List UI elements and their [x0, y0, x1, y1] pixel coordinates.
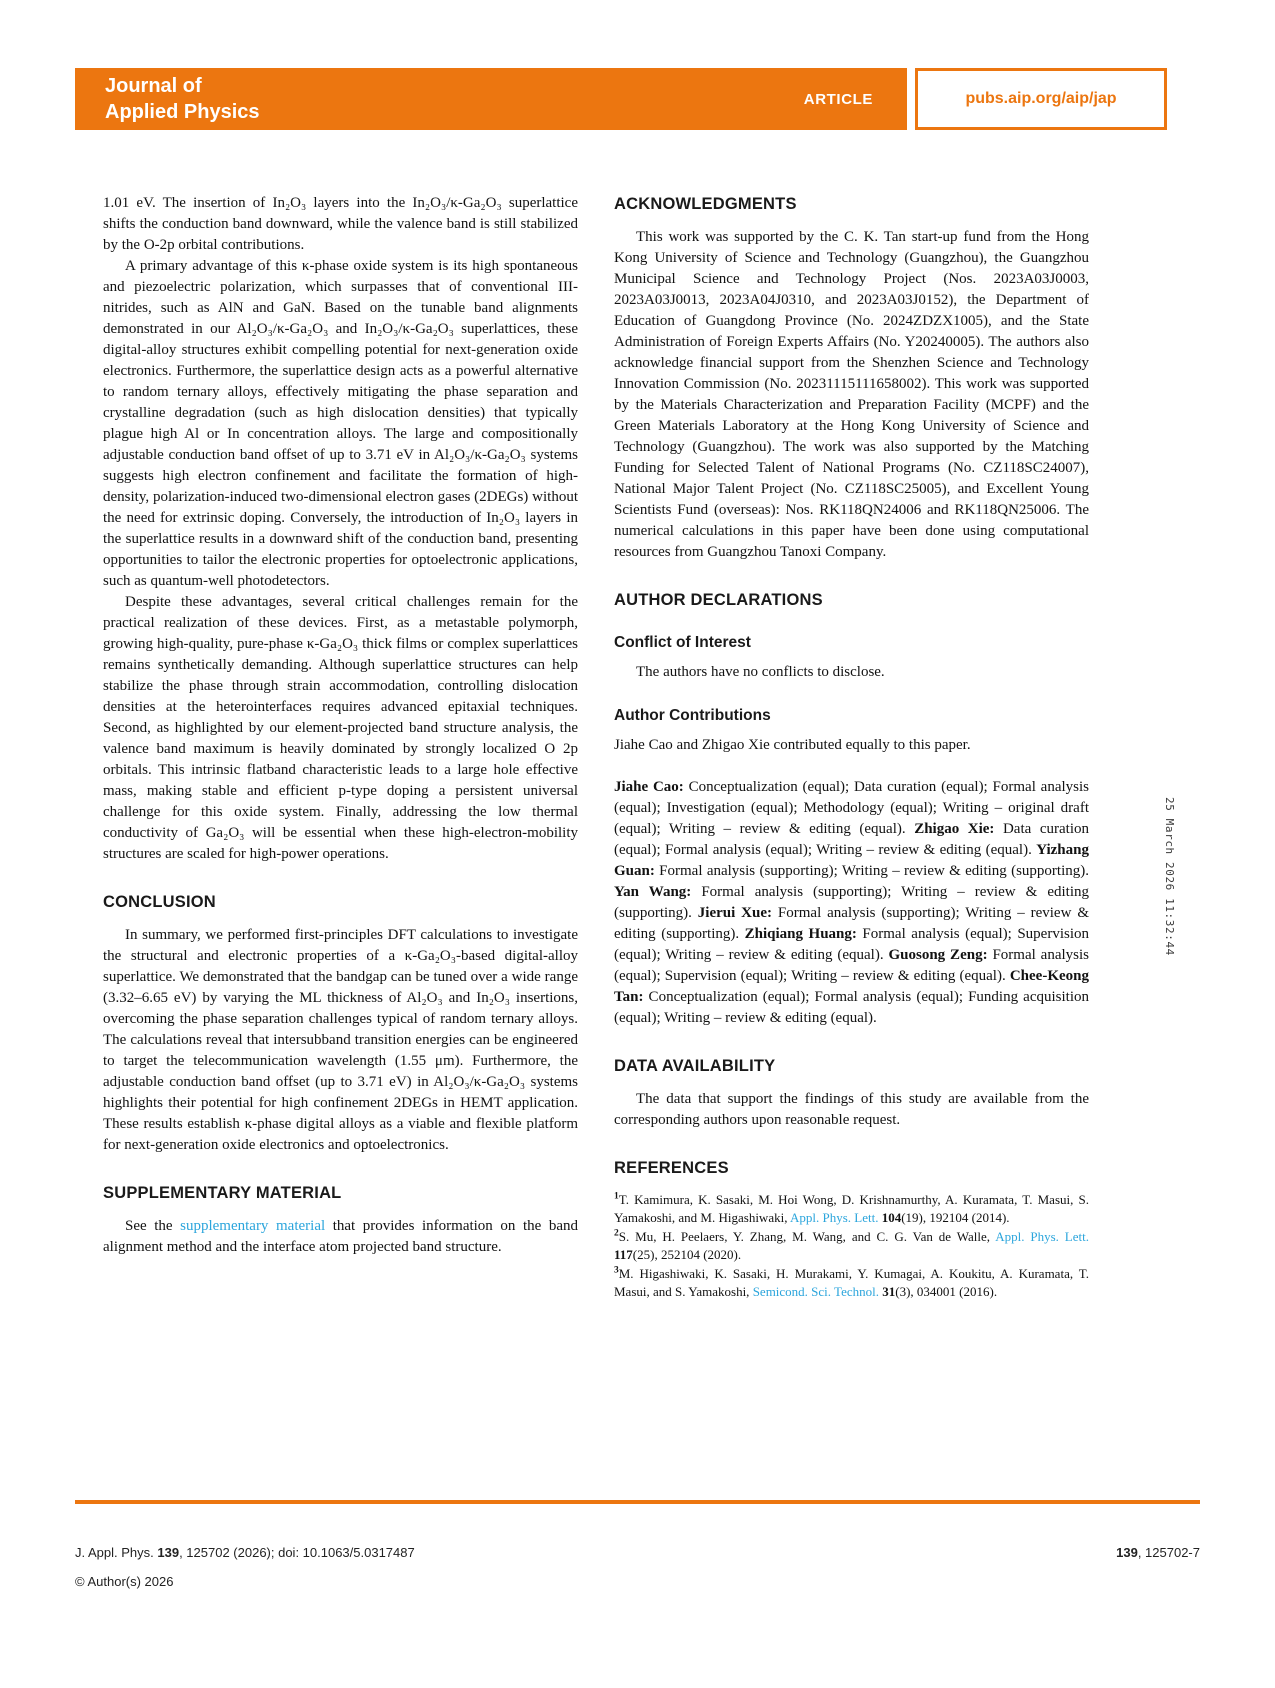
- section-heading-author-declarations: AUTHOR DECLARATIONS: [614, 591, 823, 609]
- paragraph-supplementary: See the supplementary material that provides information on the band alignment method and the interface atom projected band structure.: [103, 1218, 578, 1255]
- footer-divider: [75, 1500, 1200, 1504]
- article-body: [103, 193, 1089, 1302]
- paragraph-conclusion: In summary, we performed first-principles DFT calculations to investigate the structural and electronic properties of a κ-Ga₂O₃-based digital-alloy superlattice. We demonstrated that the bandgap can be tuned over a wide range (3.32–6.65 eV) by varying the ML thickness of Al₂O₃ and In₂O₃ insertions, overcoming the phase separation challenges typical of random ternary alloys. The calculations reveal that intersubband transition energies can be engineered to target the telecommunication wavelength (1.55 μm). Furthermore, the adjustable conduction band offset (up to 3.71 eV) in Al₂O₃/κ-Ga₂O₃ systems highlights their potential for high confinement 2DEGs in HEMT application. These results establish κ-phase digital alloys as a viable and flexible platform for next-generation oxide electronics and optoelectronics.: [103, 927, 578, 1153]
- reference-item-1: [614, 1191, 1089, 1226]
- reference-number: 2: [614, 1228, 619, 1239]
- journal-url-link[interactable]: pubs.aip.org/aip/jap: [965, 90, 1117, 107]
- inline-link[interactable]: supplementary material: [180, 1218, 326, 1234]
- journal-url-box[interactable]: [915, 68, 1167, 130]
- paragraph-advantages: A primary advantage of this κ-phase oxide system is its high spontaneous and piezoelectric polarization, which surpasses that of conventional III-nitrides, such as AlN and GaN. Based on the tunable band alignments demonstrated in our Al₂O₃/κ-Ga₂O₃ and In₂O₃/κ-Ga₂O₃ superlattices, these digital-alloy structures exhibit compelling potential for next-generation oxide electronics. Furthermore, the superlattice design acts as a powerful alternative to random ternary alloys, effectively mitigating the phase separation and crystalline degradation (such as high dislocation densities) that typically plague high Al or In concentration alloys. The large and compositionally adjustable conduction band offset of up to 3.71 eV in Al₂O₃/κ-Ga₂O₃ systems suggests high electron confinement and facilitate the formation of high-density, polarization-induced two-dimensional electron gases (2DEGs) without the need for extrinsic doping. Conversely, the introduction of In₂O₃ layers in the superlattice results in a downward shift of the conduction band, presenting opportunities to tailor the electronic properties for optoelectronic applications, such as quantum-well photodetectors.: [103, 258, 578, 589]
- paragraph-acknowledgments: This work was supported by the C. K. Tan start-up fund from the Hong Kong University of Science and Technology (Guangzhou), the Guangzhou Municipal Science and Technology Project (Nos. 2023A03J0003, 2023A03J0013, 2023A04J0310, and 2023A03J0152), the Department of Education of Guangdong Province (No. 2024ZDZX1005), and the State Administration of Foreign Experts Affairs (No. Y20240005). The authors also acknowledge financial support from the Shenzhen Science and Technology Innovation Commission (No. 20231115111658002). This work was supported by the Materials Characterization and Preparation Facility (MCPF) and the Green Materials Laboratory at the Hong Kong University of Science and Technology (Guangzhou). The work was also supported by the Matching Funding for Selected Talent of National Programs (No. CZ118SC24007), National Major Talent Project (No. CZ118SC25005), and Excellent Young Scientists Fund (overseas): Nos. RK118QN24006 and RK118QN25006. The numerical calculations in this paper have been done using computational resources from Guangzhou Tanoxi Company.: [614, 229, 1089, 560]
- download-timestamp: 25 March 2026 11:32:44: [1163, 797, 1176, 956]
- section-heading-acknowledgments: ACKNOWLEDGMENTS: [614, 195, 797, 213]
- paragraph-challenges: Despite these advantages, several critical challenges remain for the practical realization of these devices. First, as a metastable polymorph, growing high-quality, pure-phase κ-Ga₂O₃ thick films or complex superlattices remains synthetically demanding. Although superlattice structures can help stabilize the phase through strain accommodation, controlling dislocation densities at the heterointerfaces requires advanced epitaxial techniques. Second, as highlighted by our element-projected band structure analysis, the valence band maximum is heavily dominated by strongly localized O 2p orbitals. This intrinsic flatband characteristic leads to a large hole effective mass, making stable and efficient p-type doping a persistent universal challenge for this oxide system. Finally, addressing the low thermal conductivity of Ga₂O₃ will be essential when these high-electron-mobility structures are scaled for high-power operations.: [103, 594, 578, 862]
- footer-citation: J. Appl. Phys. 139, 125702 (2026); doi: 10.1063/5.0317487: [75, 1545, 415, 1560]
- inline-link[interactable]: Appl. Phys. Lett.: [995, 1229, 1089, 1244]
- footer-page-number: 139, 125702-7: [1116, 1545, 1200, 1560]
- left-column: [103, 193, 578, 1302]
- reference-list: [614, 1191, 1089, 1300]
- journal-banner: [75, 68, 907, 130]
- reference-text: T. Kamimura, K. Sasaki, M. Hoi Wong, D. Krishnamurthy, A. Kuramata, T. Masui, S. Yamakoshi, and M. Higashiwaki, Appl. Phys. Lett. 104(19), 192104 (2014).: [614, 1192, 1089, 1225]
- subsection-heading-conflict-of-interest: Conflict of Interest: [614, 634, 751, 651]
- subsection-heading-author-contributions: Author Contributions: [614, 707, 771, 724]
- inline-link[interactable]: Semicond. Sci. Technol.: [752, 1283, 879, 1299]
- section-heading-conclusion: CONCLUSION: [103, 893, 216, 911]
- paragraph-conflict: The authors have no conflicts to disclose.: [636, 664, 885, 680]
- section-heading-references: REFERENCES: [614, 1159, 729, 1177]
- reference-number: 3: [614, 1265, 619, 1276]
- section-heading-supplementary-material: SUPPLEMENTARY MATERIAL: [103, 1184, 342, 1202]
- journal-name-line1: Journal of: [105, 75, 202, 97]
- paragraph-intro-continuation: 1.01 eV. The insertion of In₂O₃ layers into the In₂O₃/κ-Ga₂O₃ superlattice shifts the conduction band downward, while the valence band is still stabilized by the O-2p orbital contributions.: [103, 195, 578, 253]
- journal-name: [105, 73, 260, 125]
- journal-name-line2: Applied Physics: [105, 101, 260, 123]
- section-heading-data-availability: DATA AVAILABILITY: [614, 1057, 776, 1075]
- paragraph-data-availability: The data that support the findings of this study are available from the corresponding authors upon reasonable request.: [614, 1091, 1089, 1128]
- paragraph-contributions-detail: Jiahe Cao: Conceptualization (equal); Data curation (equal); Formal analysis (equal); Investigation (equal); Methodology (equal); Writing – original draft (equal); Writing – review & editing (equal). Zhigao Xie: Data curation (equal); Formal analysis (equal); Writing – review & editing (equal). Yizhang Guan: Formal analysis (supporting); Writing – review & editing (supporting). Yan Wang: Formal analysis (supporting); Writing – review & editing (supporting). Jierui Xue: Formal analysis (supporting); Writing – review & editing (supporting). Zhiqiang Huang: Formal analysis (equal); Supervision (equal); Writing – review & editing (equal). Guosong Zeng: Formal analysis (equal); Supervision (equal); Writing – review & editing (equal). Chee-Keong Tan: Conceptualization (equal); Formal analysis (equal); Funding acquisition (equal); Writing – review & editing (equal).: [614, 779, 1090, 1026]
- reference-number: 1: [614, 1191, 619, 1202]
- reference-text: M. Higashiwaki, K. Sasaki, H. Murakami, Y. Kumagai, A. Koukitu, A. Kuramata, T. Masui, and S. Yamakoshi, Semicond. Sci. Technol. 31(3), 034001 (2016).: [614, 1266, 1089, 1299]
- inline-link[interactable]: Appl. Phys. Lett.: [789, 1209, 879, 1225]
- reference-item-3: [614, 1265, 1089, 1300]
- right-column: [614, 193, 1089, 1302]
- article-type-label: ARTICLE: [803, 91, 873, 108]
- paragraph-contributions-intro: Jiahe Cao and Zhigao Xie contributed equally to this paper.: [614, 737, 971, 753]
- reference-item-2: [614, 1228, 1089, 1263]
- footer-copyright: © Author(s) 2026: [75, 1574, 174, 1589]
- reference-text: S. Mu, H. Peelaers, Y. Zhang, M. Wang, and C. G. Van de Walle, Appl. Phys. Lett. 117(25), 252104 (2020).: [614, 1229, 1089, 1262]
